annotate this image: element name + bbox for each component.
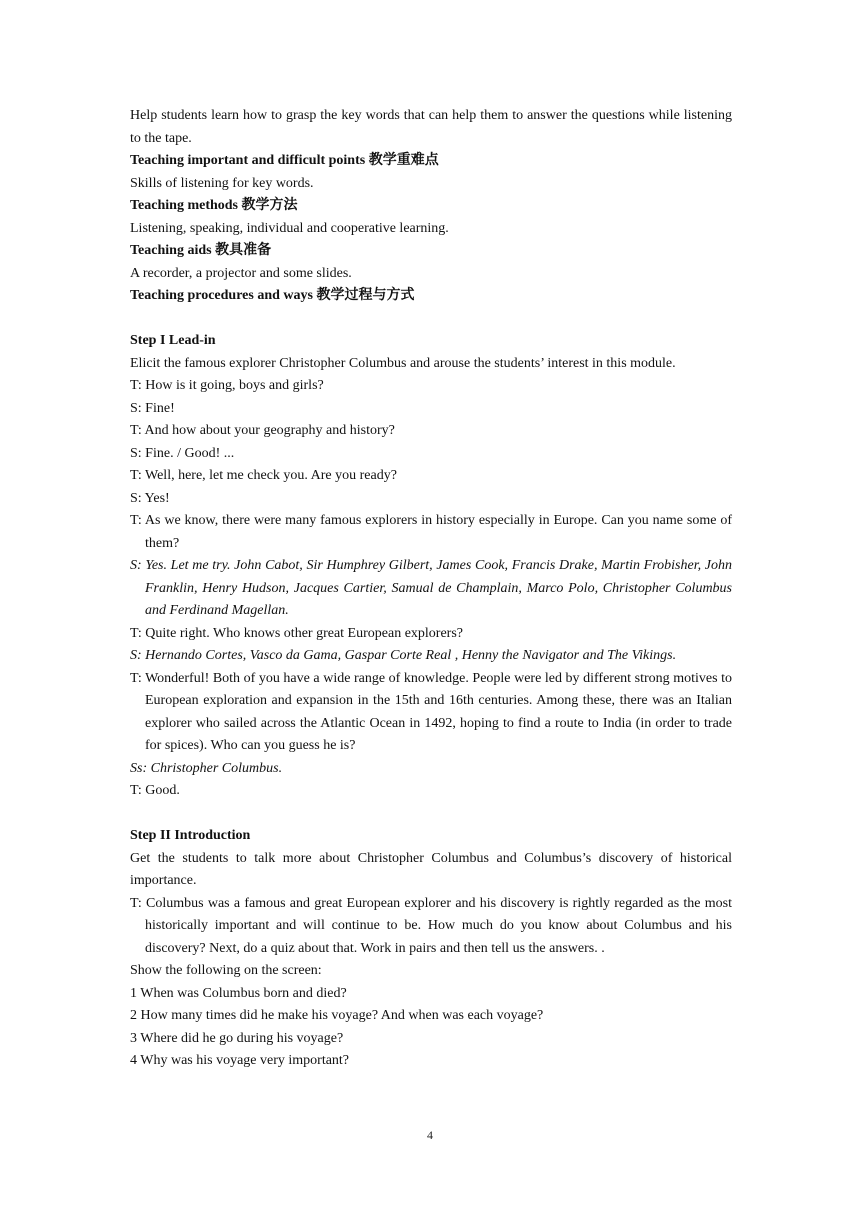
dialogue-line: T: And how about your geography and history? xyxy=(130,423,395,438)
spacer xyxy=(130,308,732,331)
question-item: 1 When was Columbus born and died? xyxy=(130,985,347,1001)
procedures-heading: Teaching procedures and ways 教学过程与方式 xyxy=(130,288,415,303)
screen-instruction: Show the following on the screen: xyxy=(130,963,322,978)
important-points-heading: Teaching important and difficult points 教学重难点 xyxy=(130,153,439,168)
dialogue-line: T: As we know, there were many famous explorers in history especially in Europe. Can you name some of them? xyxy=(130,513,732,551)
dialogue-line: T: Good. xyxy=(130,783,180,798)
dialogue-line: T: Quite right. Who knows other great European explorers? xyxy=(130,625,463,641)
question-item: 2 How many times did he make his voyage? And when was each voyage? xyxy=(130,1008,544,1023)
dialogue-line: T: Well, here, let me check you. Are you ready? xyxy=(130,468,397,483)
question-item: 3 Where did he go during his voyage? xyxy=(130,1030,344,1046)
methods-text: Listening, speaking, individual and cooperative learning. xyxy=(130,220,449,236)
page-number: 4 xyxy=(427,1128,433,1142)
teacher-line: T: Columbus was a famous and great European explorer and his discovery is rightly regarded as the most historically important and will continue to be. How much do you know about Columbus and his discovery? Next, do a quiz about that. Work in pairs and then tell us the answers. . xyxy=(130,895,732,956)
step2-description: Get the students to talk more about Christopher Columbus and Columbus’s discovery of historical importance. xyxy=(130,850,732,888)
dialogue-line: S: Fine. / Good! ... xyxy=(130,445,235,461)
dialogue-line-italic: S: Yes. Let me try. John Cabot, Sir Humphrey Gilbert, James Cook, Francis Drake, Martin Frobisher, John Franklin, Henry Hudson, Jacques Cartier, Samual de Champlain, Marco Polo, Christopher Columbus and Ferdinand Magellan. xyxy=(130,558,732,618)
aids-heading: Teaching aids 教具准备 xyxy=(130,243,272,258)
step1-description: Elicit the famous explorer Christopher Columbus and arouse the students’ interest in this module. xyxy=(130,355,676,371)
question-item: 4 Why was his voyage very important? xyxy=(130,1053,350,1068)
dialogue-line-italic: Ss: Christopher Columbus. xyxy=(130,760,283,776)
dialogue-line: S: Yes! xyxy=(130,490,170,506)
dialogue-line: T: Wonderful! Both of you have a wide range of knowledge. People were led by different strong motives to European exploration and expansion in the 15th and 16th centuries. Among these, there was an Italian explorer who sailed across the Atlantic Ocean in 1492, hoping to find a route to India (in order to trade for spices). Who can you guess he is? xyxy=(130,670,732,753)
aids-text: A recorder, a projector and some slides. xyxy=(130,265,352,281)
important-points-text: Skills of listening for key words. xyxy=(130,175,314,191)
step1-heading: Step I Lead-in xyxy=(130,333,216,348)
dialogue-line: S: Fine! xyxy=(130,400,175,416)
document-page xyxy=(130,105,732,1073)
spacer xyxy=(130,803,732,826)
dialogue-line-italic: S: Hernando Cortes, Vasco da Gama, Gaspar Corte Real , Henny the Navigator and The Vikings. xyxy=(130,648,677,663)
step2-heading: Step II Introduction xyxy=(130,828,251,843)
objective-text: Help students learn how to grasp the key words that can help them to answer the questions while listening to the tape. xyxy=(130,108,732,146)
dialogue-line: T: How is it going, boys and girls? xyxy=(130,378,324,393)
methods-heading: Teaching methods 教学方法 xyxy=(130,198,298,213)
